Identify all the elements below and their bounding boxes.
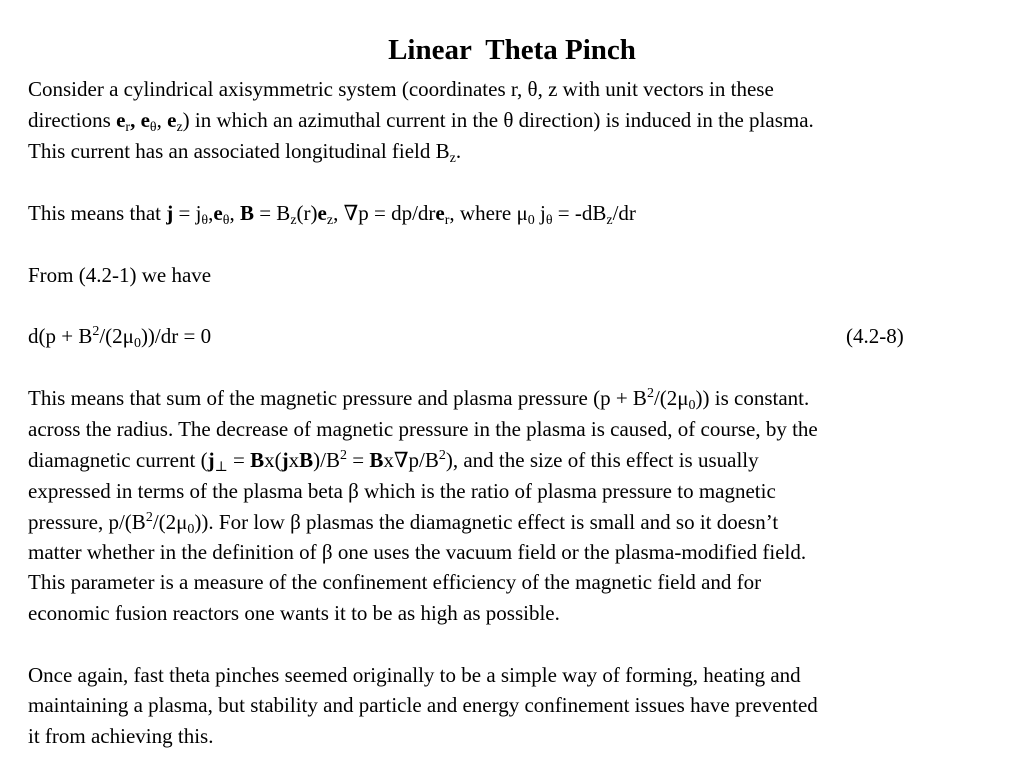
paragraph-5-line-3: it from achieving this. <box>28 724 214 748</box>
paragraph-1-line-2: directions $e_r$, $e_\theta$, $e_z$) in which an azimuthal current in the θ direction) is induced in the plasma. <box>28 108 814 135</box>
paragraph-4-line-5: pressure, $p/(B^2/(2\mu_0))$. For low β plasmas the diamagnetic effect is small and so it doesn’t <box>28 510 779 537</box>
paragraph-4-line-4: expressed in terms of the plasma beta β which is the ratio of plasma pressure to magnetic <box>28 479 776 503</box>
paragraph-4-line-8: economic fusion reactors one wants it to be as high as possible. <box>28 601 560 625</box>
paragraph-5-line-2: maintaining a plasma, but stability and particle and energy confinement issues have prevented <box>28 693 818 717</box>
slide-title: Linear Theta Pinch <box>388 34 636 66</box>
paragraph-3: From (4.2-1) we have <box>28 263 212 287</box>
paragraph-1-line-3: This current has an associated longitudinal field $B_z$. <box>28 139 462 166</box>
equation-4-2-8: $d(p + B^2/(2\mu_0))/dr = 0$ <box>28 324 212 351</box>
paragraph-4-line-6: matter whether in the definition of β one uses the vacuum field or the plasma-modified field. <box>28 540 807 564</box>
paragraph-5-line-1: Once again, fast theta pinches seemed originally to be a simple way of forming, heating and <box>28 663 801 687</box>
paragraph-1-line-1: Consider a cylindrical axisymmetric system (coordinates r, θ, z with unit vectors in these <box>28 77 774 101</box>
paragraph-4-line-3: diamagnetic current $(j_\perp = Bx(jxB)/B^2 = Bx\nabla p/B^2)$, and the size of this effect is usually <box>28 448 759 475</box>
equation-number: (4.2-8) <box>846 324 904 348</box>
paragraph-2-definitions: This means that $j = j_\theta,e_\theta$, $B = B_z(r)e_z$, ∇p = dp/dre$_r$, where $\mu_0$ $j_\theta = -dB_z/dr$ <box>28 201 636 228</box>
paragraph-4-line-1: This means that sum of the magnetic pressure and plasma pressure $(p + B^2/(2\mu_0))$ is constant. <box>28 386 810 413</box>
paragraph-4-line-2: across the radius. The decrease of magnetic pressure in the plasma is caused, of course, by the <box>28 417 818 441</box>
paragraph-4-line-7: This parameter is a measure of the confinement efficiency of the magnetic field and for <box>28 570 762 594</box>
